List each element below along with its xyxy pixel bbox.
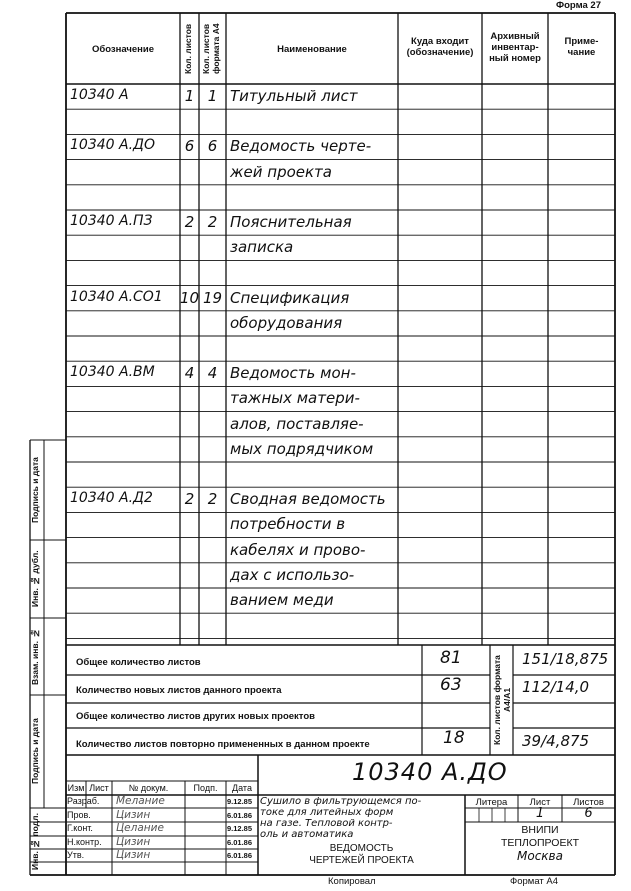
side-dup-inv: Инв. № дубл.: [30, 550, 40, 608]
role-label: Утв.: [67, 850, 85, 860]
entry-name-line: записка: [230, 238, 294, 257]
signer-name: Цизин: [116, 809, 151, 821]
title-block-col-header: Лист: [89, 783, 109, 793]
entry-designation: 10340 А.ПЗ: [70, 213, 153, 229]
entry-sheets-a4: 2: [207, 490, 218, 509]
doc-title: ВЕДОМОСТЬ ЧЕРТЕЖЕЙ ПРОЕКТА: [309, 843, 414, 866]
header-where-used: Куда входит (обозначение): [406, 36, 474, 58]
total-value: 81: [440, 648, 462, 668]
signer-name: Цизин: [116, 849, 151, 861]
role-label: Разраб.: [67, 796, 100, 806]
role-label: Н.контр.: [67, 837, 102, 847]
doc-code: 10340 А.ДО: [352, 758, 508, 786]
entry-sheets: 1: [184, 87, 195, 105]
sheets-value: 6: [584, 806, 593, 821]
a4a1-value-total: 151/18,875: [522, 650, 609, 668]
format-label: Формат А4: [510, 876, 559, 887]
entry-sheets-a4: 2: [207, 213, 218, 231]
signer-name: Цизин: [116, 836, 151, 848]
a4a1-value-reused: 39/4,875: [522, 732, 590, 750]
litera-label: Литера: [475, 797, 508, 808]
role-label: Пров.: [67, 810, 91, 820]
header-sheet-count-a4: Кол. листов формата А4: [201, 23, 221, 75]
entry-name-line: мых подрядчиком: [230, 439, 374, 458]
other-label: Общее количество листов других новых проектов: [76, 711, 315, 722]
entry-name-line: потребности в: [230, 515, 346, 534]
entry-sheets-a4: 6: [207, 137, 218, 156]
reused-label: Количество листов повторно примененных в данном проекте: [76, 739, 370, 750]
project-text: Сушило в фильтрующемся по- токе для литейных форм на газе. Тепловой контр- оль и автоматика: [260, 796, 422, 840]
signer-name: Целание: [116, 822, 164, 834]
side-sign-date-1: Подпись и дата: [30, 457, 40, 523]
form-label: Форма 27: [556, 0, 601, 11]
entry-designation: 10340 А.ДО: [70, 137, 155, 154]
entry-sheets: 10: [180, 288, 200, 307]
entry-name-line: жей проекта: [230, 162, 332, 181]
new-value: 63: [440, 675, 462, 695]
entry-sheets: 2: [184, 213, 195, 231]
entry-sheets: 6: [184, 137, 195, 156]
sign-date: 6.01.86: [227, 838, 253, 847]
total-label: Общее количество листов: [76, 657, 201, 668]
sheet-label: Лист: [529, 797, 551, 808]
title-block-col-header: Дата: [232, 783, 252, 793]
entry-name-line: дах с использо-: [230, 565, 355, 584]
entry-name-line: Пояснительная: [230, 213, 352, 231]
sheet-value: 1: [535, 806, 545, 821]
entry-name-line: кабелях и прово-: [230, 540, 366, 559]
title-block-col-header: Подп.: [193, 783, 218, 793]
entry-name-line: Спецификация: [230, 288, 350, 307]
header-name: Наименование: [277, 44, 347, 55]
entry-name-line: оборудования: [230, 313, 343, 332]
sign-date: 9.12.85: [227, 797, 253, 806]
entry-designation: 10340 А.Д2: [70, 490, 153, 507]
entry-sheets-a4: 4: [207, 364, 218, 383]
header-archive-no: Архивный инвентар- ный номер: [489, 31, 541, 64]
entry-name-line: тажных матери-: [230, 389, 360, 408]
sign-date: 6.01.86: [227, 851, 253, 860]
entry-name-line: алов, поставляе-: [230, 414, 364, 433]
entry-name-line: Титульный лист: [230, 87, 358, 105]
header-sheet-count: Кол. листов: [183, 23, 193, 75]
entry-designation: 10340 А: [70, 87, 129, 103]
sheets-label: Листов: [573, 797, 604, 808]
entry-sheets-a4: 19: [202, 288, 223, 307]
title-block-col-header: № докум.: [128, 783, 169, 793]
side-orig-inv: Инв. № подл.: [30, 813, 40, 871]
role-label: Г.конт.: [67, 823, 93, 833]
reused-value: 18: [443, 728, 465, 748]
entry-sheets: 2: [184, 490, 195, 509]
new-label: Количество новых листов данного проекта: [76, 685, 282, 696]
a4a1-value-new: 112/14,0: [522, 678, 590, 696]
entry-name-line: Ведомость мон-: [230, 364, 356, 383]
a4a1-header: Кол. листов формата А4/А1: [492, 655, 512, 745]
entry-name-line: ванием меди: [230, 591, 334, 609]
entry-designation: 10340 А.ВМ: [70, 364, 155, 381]
header-designation: Обозначение: [91, 44, 155, 55]
sign-date: 6.01.86: [227, 811, 253, 820]
entry-sheets: 4: [184, 364, 195, 383]
org-block: ВНИПИ ТЕПЛОПРОЕКТ Москва: [500, 824, 580, 863]
side-sign-date-2: Подпись и дата: [30, 718, 40, 785]
side-repl-inv: Взам. инв. №: [30, 628, 40, 685]
signer-name: Мелание: [116, 795, 165, 807]
entry-designation: 10340 А.СО1: [70, 288, 163, 305]
copied-label: Копировал: [328, 876, 376, 887]
title-block-col-header: Изм: [67, 783, 85, 793]
entry-sheets-a4: 1: [207, 87, 218, 105]
entry-name-line: Ведомость черте-: [230, 137, 372, 156]
sign-date: 9.12.85: [227, 824, 253, 833]
entry-name-line: Сводная ведомость: [230, 490, 386, 509]
header-note: Приме- чание: [564, 36, 599, 58]
